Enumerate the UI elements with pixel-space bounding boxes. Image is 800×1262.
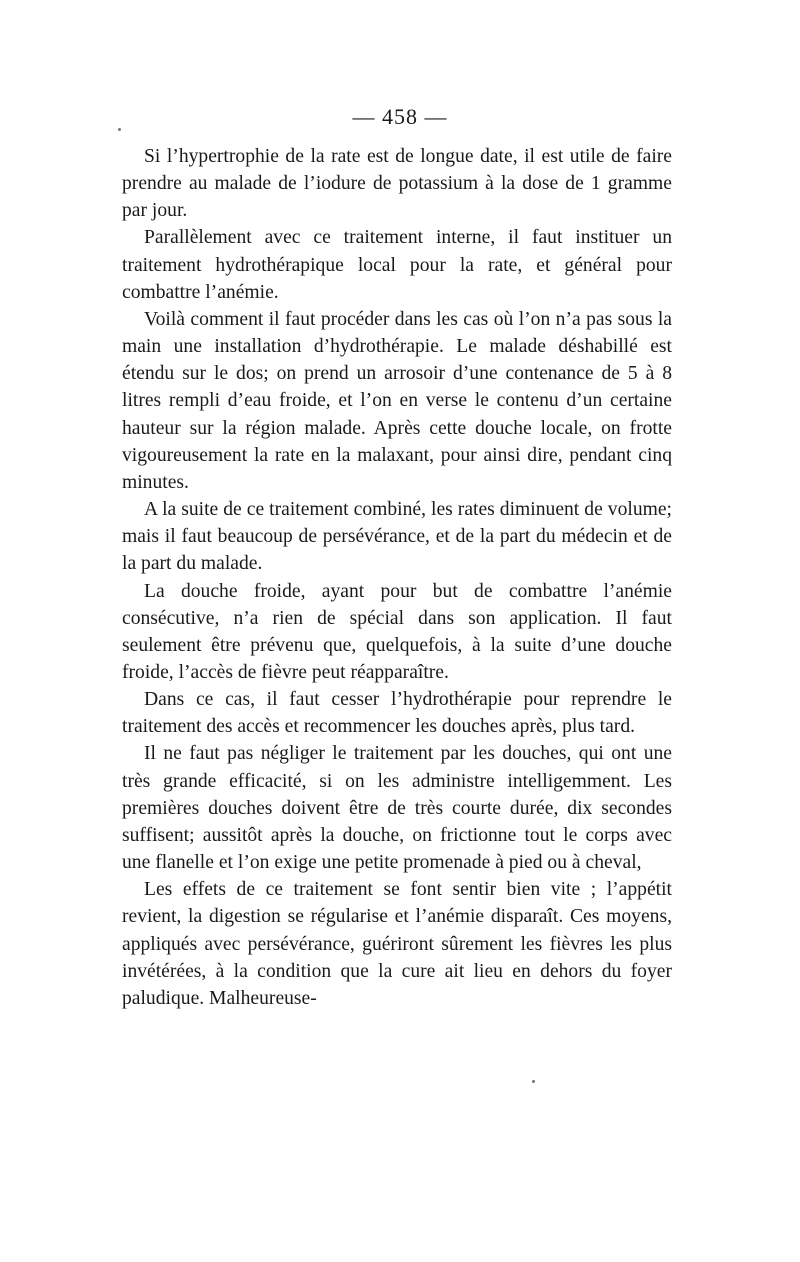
paragraph-procedure-douche: Voilà comment il faut procéder dans les cas où l’on n’a pas sous la main une installation d’hydrothérapie. Le malade déshabillé est étendu sur le dos; on prend un arrosoir d’une contenance de 5 à 8 litres rempli d’eau froide, et l’on en verse le contenu d’un certaine hauteur sur la région malade. Après cette douche locale, on frotte vigoureusement la rate en la malaxant, pour ainsi dire, pendant cinq minutes.: [122, 308, 672, 493]
page-number: — 458 —: [352, 104, 448, 129]
print-speck: [118, 128, 121, 131]
body-text: [122, 143, 672, 1012]
paragraph-douche-froide: La douche froide, ayant pour but de combattre l’anémie consécutive, n’a rien de spécial dans son application. Il faut seulement être prévenu que, quelquefois, à la suite d’une douche froide, l’accès de fièvre peut réapparaître.: [122, 580, 672, 683]
paragraph-perseverance: A la suite de ce traitement combiné, les rates diminuent de volume; mais il faut beaucoup de persévérance, et de la part du médecin et de la part du malade.: [122, 499, 672, 575]
paragraph-effets: Les effets de ce traitement se font sentir bien vite ; l’appétit revient, la digestion se régularise et l’anémie disparaît. Ces moyens, appliqués avec persévérance, guériront sûrement les fièvres les plus invétérées, à la condition que la cure ait lieu en dehors du foyer paludique. Malheureuse-: [122, 879, 672, 1009]
print-speck: [532, 1080, 535, 1083]
paragraph-traitement-hydrotherapique: Parallèlement avec ce traitement interne, il faut instituer un traitement hydrothérapique local pour la rate, et général pour combattre l’anémie.: [122, 227, 672, 303]
paragraph-efficacite: Il ne faut pas négliger le traitement par les douches, qui ont une très grande efficacité, si on les administre intelligemment. Les premières douches doivent être de très courte durée, dix secondes suffisent; aussitôt après la douche, on frictionne tout le corps avec une flanelle et l’on exige une petite promenade à pied ou à cheval,: [122, 743, 672, 874]
paragraph-iodure: Si l’hypertrophie de la rate est de longue date, il est utile de faire prendre au malade de l’iodure de potassium à la dose de 1 gramme par jour.: [122, 146, 672, 222]
paragraph-cesser-hydrotherapie: Dans ce cas, il faut cesser l’hydrothérapie pour reprendre le traitement des accès et recommencer les douches après, plus tard.: [122, 689, 672, 738]
